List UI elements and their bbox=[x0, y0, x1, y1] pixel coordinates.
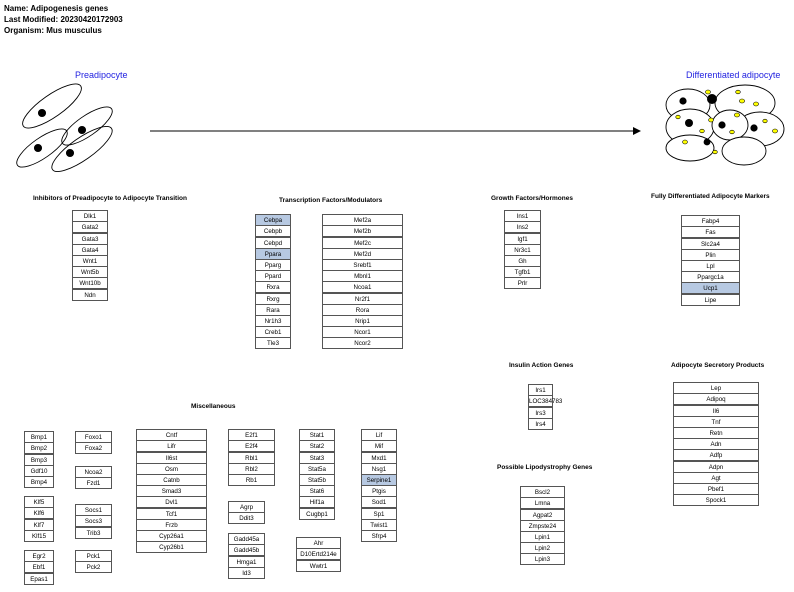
gene-agrp[interactable]: Agrp bbox=[228, 501, 265, 513]
gene-foxa2[interactable]: Foxa2 bbox=[75, 442, 112, 454]
gene-ncor1[interactable]: Ncor1 bbox=[322, 326, 403, 338]
gene-wnt5b[interactable]: Wnt5b bbox=[72, 266, 108, 278]
gene-bmp2[interactable]: Bmp2 bbox=[24, 442, 54, 454]
gene-stat1[interactable]: Stat1 bbox=[299, 429, 335, 441]
gene-creb1[interactable]: Creb1 bbox=[255, 326, 291, 338]
gene-lmna[interactable]: Lmna bbox=[520, 497, 565, 509]
gene-pparg[interactable]: Pparg bbox=[255, 259, 291, 271]
gene-srebf1[interactable]: Srebf1 bbox=[322, 259, 403, 271]
gene-bscl2[interactable]: Bscl2 bbox=[520, 486, 565, 498]
misc-gene-box-socs bbox=[75, 505, 112, 539]
adipocyte-markers-gene-box bbox=[681, 216, 740, 306]
gene-rara[interactable]: Rara bbox=[255, 304, 291, 316]
gene-gata2[interactable]: Gata2 bbox=[72, 221, 108, 233]
misc-gene-box-fox bbox=[75, 432, 112, 454]
gene-prlr[interactable]: Prlr bbox=[504, 277, 541, 289]
gene-lpl[interactable]: Lpl bbox=[681, 260, 740, 272]
gene-cebpa[interactable]: Cebpa bbox=[255, 214, 291, 226]
gene-nr3c1[interactable]: Nr3c1 bbox=[504, 244, 541, 256]
secretory-products-title: Adipocyte Secretory Products bbox=[671, 362, 765, 369]
gene-stat6[interactable]: Stat6 bbox=[299, 485, 335, 497]
lipodystrophy-gene-box bbox=[520, 487, 565, 565]
gene-gadd45b[interactable]: Gadd45b bbox=[228, 544, 265, 556]
gene-rbl1[interactable]: Rbl1 bbox=[228, 452, 275, 464]
gene-ppara[interactable]: Ppara bbox=[255, 248, 291, 260]
lipodystrophy-title: Possible Lipodystrophy Genes bbox=[497, 464, 593, 471]
gene-mef2a[interactable]: Mef2a bbox=[322, 214, 403, 226]
gene-twist1[interactable]: Twist1 bbox=[361, 519, 397, 531]
gene-tcf1[interactable]: Tcf1 bbox=[136, 508, 207, 520]
gene-catnb[interactable]: Catnb bbox=[136, 474, 207, 486]
gene-sp1[interactable]: Sp1 bbox=[361, 508, 397, 520]
misc-gene-box-ahr bbox=[296, 538, 341, 572]
insulin-action-title: Insulin Action Genes bbox=[509, 362, 574, 369]
gene-lpin2[interactable]: Lpin2 bbox=[520, 542, 565, 554]
gene-cntf[interactable]: Cntf bbox=[136, 429, 207, 441]
gene-rbl2[interactable]: Rbl2 bbox=[228, 463, 275, 475]
gene-gata4[interactable]: Gata4 bbox=[72, 244, 108, 256]
differentiated-adipocyte-label: Differentiated adipocyte bbox=[686, 70, 781, 80]
gene-bmp3[interactable]: Bmp3 bbox=[24, 454, 54, 466]
gene-epas1[interactable]: Epas1 bbox=[24, 573, 54, 585]
gene-ebf1[interactable]: Ebf1 bbox=[24, 561, 54, 573]
gene-zmpste24[interactable]: Zmpste24 bbox=[520, 520, 565, 532]
differentiated-adipocyte-cells bbox=[666, 85, 784, 165]
misc-gene-box-cntf bbox=[136, 430, 207, 553]
gene-socs3[interactable]: Socs3 bbox=[75, 515, 112, 527]
preadipocyte-label: Preadipocyte bbox=[75, 70, 128, 80]
gene-egr2[interactable]: Egr2 bbox=[24, 550, 54, 562]
gene-ucp1[interactable]: Ucp1 bbox=[681, 282, 740, 294]
gene-klf7[interactable]: Klf7 bbox=[24, 519, 54, 531]
gene-lifr[interactable]: Lifr bbox=[136, 440, 207, 452]
gene-smad3[interactable]: Smad3 bbox=[136, 485, 207, 497]
gene-ncor2[interactable]: Ncor2 bbox=[322, 337, 403, 349]
gene-klf6[interactable]: Klf6 bbox=[24, 507, 54, 519]
gene-agpat2[interactable]: Agpat2 bbox=[520, 509, 565, 521]
growth-factors-gene-box bbox=[504, 211, 541, 289]
gene-dvl1[interactable]: Dvl1 bbox=[136, 496, 207, 508]
gene-sfrp4[interactable]: Sfrp4 bbox=[361, 530, 397, 542]
gene-lep[interactable]: Lep bbox=[673, 382, 759, 394]
gene-ppargc1a[interactable]: Ppargc1a bbox=[681, 271, 740, 283]
gene-frzb[interactable]: Frzb bbox=[136, 519, 207, 531]
gene-mbnl1[interactable]: Mbnl1 bbox=[322, 270, 403, 282]
gene-cebpb[interactable]: Cebpb bbox=[255, 225, 291, 237]
miscellaneous-title: Miscellaneous bbox=[191, 403, 236, 410]
transcription-factors-gene-box-1 bbox=[255, 215, 291, 349]
gene-gata3[interactable]: Gata3 bbox=[72, 233, 108, 245]
gene-adpn[interactable]: Adpn bbox=[673, 461, 759, 473]
gene-fas[interactable]: Fas bbox=[681, 226, 740, 238]
gene-mef2c[interactable]: Mef2c bbox=[322, 237, 403, 249]
gene-dlk1[interactable]: Dlk1 bbox=[72, 210, 108, 222]
gene-ppard[interactable]: Ppard bbox=[255, 270, 291, 282]
gene-hmga1[interactable]: Hmga1 bbox=[228, 556, 265, 568]
misc-gene-box-bmp bbox=[24, 432, 54, 488]
gene-nrip1[interactable]: Nrip1 bbox=[322, 315, 403, 327]
gene-cyp26a1[interactable]: Cyp26a1 bbox=[136, 530, 207, 542]
gene-cyp26b1[interactable]: Cyp26b1 bbox=[136, 541, 207, 553]
gene-foxo1[interactable]: Foxo1 bbox=[75, 431, 112, 443]
gene-irs1[interactable]: Irs1 bbox=[528, 384, 553, 396]
last-modified: Last Modified: 20230420172903 bbox=[4, 15, 123, 24]
gene-fabp4[interactable]: Fabp4 bbox=[681, 215, 740, 227]
gene-klf5[interactable]: Klf5 bbox=[24, 496, 54, 508]
gene-rxra[interactable]: Rxra bbox=[255, 281, 291, 293]
gene-adn[interactable]: Adn bbox=[673, 438, 759, 450]
gene-pbef1[interactable]: Pbef1 bbox=[673, 483, 759, 495]
misc-gene-box-stat bbox=[299, 430, 335, 520]
gene-sod1[interactable]: Sod1 bbox=[361, 496, 397, 508]
gene-nr2f1[interactable]: Nr2f1 bbox=[322, 293, 403, 305]
gene-retn[interactable]: Retn bbox=[673, 427, 759, 439]
misc-gene-box-klf bbox=[24, 497, 54, 542]
gene-agt[interactable]: Agt bbox=[673, 472, 759, 484]
gene-stat5a[interactable]: Stat5a bbox=[299, 463, 335, 475]
gene-stat2[interactable]: Stat2 bbox=[299, 440, 335, 452]
gene-ddit3[interactable]: Ddit3 bbox=[228, 512, 265, 524]
gene-stat3[interactable]: Stat3 bbox=[299, 452, 335, 464]
gene-wwtr1[interactable]: Wwtr1 bbox=[296, 560, 341, 572]
adipocyte-markers-title: Fully Differentiated Adipocyte Markers bbox=[651, 193, 770, 200]
growth-factors-title: Growth Factors/Hormones bbox=[491, 195, 573, 202]
gene-ncoa2[interactable]: Ncoa2 bbox=[75, 466, 112, 478]
inhibitors-gene-box bbox=[72, 211, 108, 301]
gene-gh[interactable]: Gh bbox=[504, 255, 541, 267]
misc-gene-box-agrp bbox=[228, 502, 265, 524]
gene-ahr[interactable]: Ahr bbox=[296, 537, 341, 549]
insulin-action-gene-box bbox=[528, 385, 563, 430]
gene-pck1[interactable]: Pck1 bbox=[75, 550, 112, 562]
gene-trib3[interactable]: Trib3 bbox=[75, 527, 112, 539]
gene-ins2[interactable]: Ins2 bbox=[504, 221, 541, 233]
gene-stat5b[interactable]: Stat5b bbox=[299, 474, 335, 486]
gene-plin[interactable]: Plin bbox=[681, 249, 740, 261]
gene-il6[interactable]: Il6 bbox=[673, 405, 759, 417]
gene-tgfb1[interactable]: Tgfb1 bbox=[504, 266, 541, 278]
gene-lpin3[interactable]: Lpin3 bbox=[520, 553, 565, 565]
gene-lif[interactable]: Lif bbox=[361, 429, 397, 441]
gene-rxrg[interactable]: Rxrg bbox=[255, 293, 291, 305]
gene-tle3[interactable]: Tle3 bbox=[255, 337, 291, 349]
gene-adfp[interactable]: Adfp bbox=[673, 449, 759, 461]
transcription-factors-gene-box-2 bbox=[322, 215, 403, 349]
gene-slc2a4[interactable]: Slc2a4 bbox=[681, 238, 740, 250]
gene-tnf[interactable]: Tnf bbox=[673, 416, 759, 428]
gene-mif[interactable]: Mif bbox=[361, 440, 397, 452]
gene-ndn[interactable]: Ndn bbox=[72, 289, 108, 301]
gene-nsg1[interactable]: Nsg1 bbox=[361, 463, 397, 475]
gene-gdf10[interactable]: Gdf10 bbox=[24, 465, 54, 477]
gene-gadd45a[interactable]: Gadd45a bbox=[228, 533, 265, 545]
inhibitors-title: Inhibitors of Preadipocyte to Adipocyte Transition bbox=[33, 195, 187, 202]
gene-adipoq[interactable]: Adipoq bbox=[673, 393, 759, 405]
gene-igf1[interactable]: Igf1 bbox=[504, 233, 541, 245]
gene-bmp1[interactable]: Bmp1 bbox=[24, 431, 54, 443]
gene-ins1[interactable]: Ins1 bbox=[504, 210, 541, 222]
gene-e2f4[interactable]: E2f4 bbox=[228, 440, 275, 452]
gene-ncoa1[interactable]: Ncoa1 bbox=[322, 281, 403, 293]
gene-serpine1[interactable]: Serpine1 bbox=[361, 474, 397, 486]
gene-d10ertd214e[interactable]: D10Ertd214e bbox=[296, 548, 341, 560]
secretory-products-gene-box bbox=[673, 383, 759, 506]
gene-socs1[interactable]: Socs1 bbox=[75, 504, 112, 516]
gene-irs4[interactable]: Irs4 bbox=[528, 418, 553, 430]
gene-hif1a[interactable]: Hif1a bbox=[299, 496, 335, 508]
gene-fzd1[interactable]: Fzd1 bbox=[75, 477, 112, 489]
misc-gene-box-e2f bbox=[228, 430, 275, 486]
gene-bmp4[interactable]: Bmp4 bbox=[24, 476, 54, 488]
gene-loc384783[interactable]: LOC384783 bbox=[528, 395, 553, 407]
gene-osm[interactable]: Osm bbox=[136, 463, 207, 475]
gene-rb1[interactable]: Rb1 bbox=[228, 474, 275, 486]
gene-mxd1[interactable]: Mxd1 bbox=[361, 452, 397, 464]
gene-e2f1[interactable]: E2f1 bbox=[228, 429, 275, 441]
misc-gene-box-gadd bbox=[228, 534, 265, 579]
misc-gene-box-lif bbox=[361, 430, 397, 542]
gene-spock1[interactable]: Spock1 bbox=[673, 494, 759, 506]
pathway-name: Name: Adipogenesis genes bbox=[4, 4, 109, 13]
gene-mef2b[interactable]: Mef2b bbox=[322, 225, 403, 237]
gene-pck2[interactable]: Pck2 bbox=[75, 561, 112, 573]
gene-ptgis[interactable]: Ptgis bbox=[361, 485, 397, 497]
gene-id3[interactable]: Id3 bbox=[228, 567, 265, 579]
misc-gene-box-egr bbox=[24, 551, 54, 585]
gene-cebpd[interactable]: Cebpd bbox=[255, 237, 291, 249]
gene-lpin1[interactable]: Lpin1 bbox=[520, 531, 565, 543]
gene-irs3[interactable]: Irs3 bbox=[528, 407, 553, 419]
misc-gene-box-pck bbox=[75, 551, 112, 573]
gene-lipe[interactable]: Lipe bbox=[681, 294, 740, 306]
gene-il6st[interactable]: Il6st bbox=[136, 452, 207, 464]
gene-cugbp1[interactable]: Cugbp1 bbox=[299, 508, 335, 520]
gene-rora[interactable]: Rora bbox=[322, 304, 403, 316]
gene-wnt1[interactable]: Wnt1 bbox=[72, 255, 108, 267]
misc-gene-box-ncoa bbox=[75, 467, 112, 489]
gene-wnt10b[interactable]: Wnt10b bbox=[72, 277, 108, 289]
gene-nr1h3[interactable]: Nr1h3 bbox=[255, 315, 291, 327]
transcription-factors-title: Transcription Factors/Modulators bbox=[279, 197, 383, 204]
organism: Organism: Mus musculus bbox=[4, 26, 102, 35]
gene-klf15[interactable]: Klf15 bbox=[24, 530, 54, 542]
gene-mef2d[interactable]: Mef2d bbox=[322, 248, 403, 260]
preadipocyte-cells bbox=[12, 77, 118, 179]
